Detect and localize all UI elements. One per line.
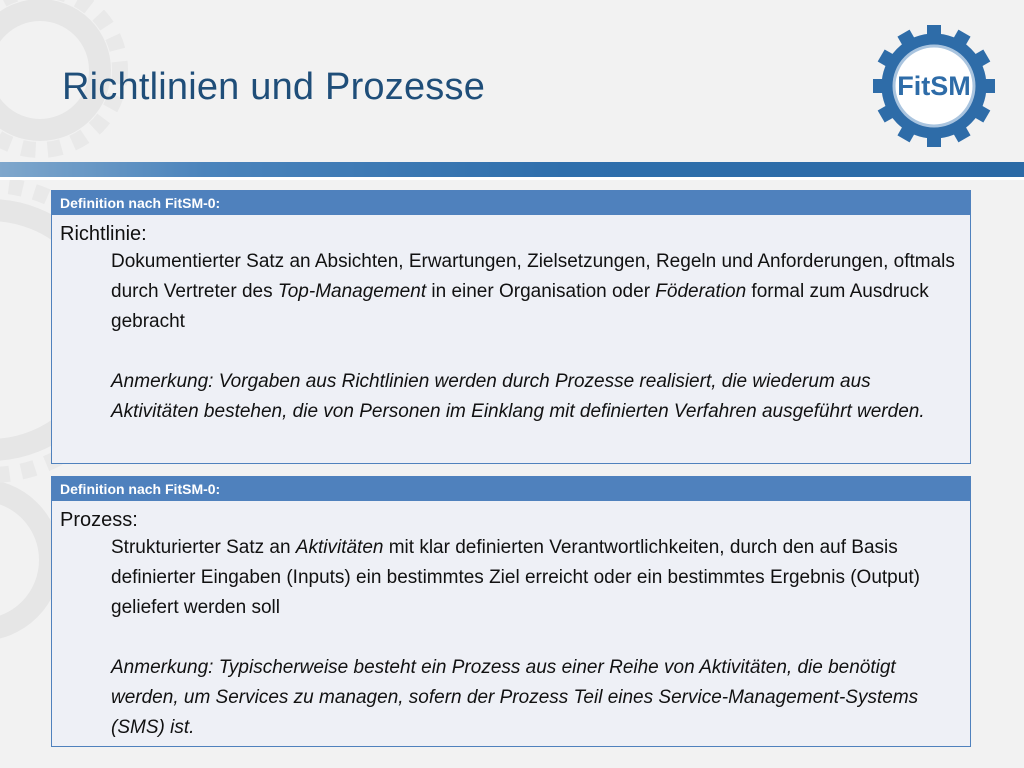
description-text: formal zum Ausdruck gebracht — [111, 281, 929, 332]
logo-text: FitSM — [897, 71, 971, 101]
definition-description — [111, 533, 958, 623]
description-text: mit klar definierten Verantwortlichkeiten, durch den auf Basis definierter Eingaben (Inputs) ein bestimmtes Ziel erreicht oder ein bestimmtes Ergebnis (Output) geliefert werden soll — [111, 537, 920, 618]
definition-note: Anmerkung: Typischerweise besteht ein Prozess aus einer Reihe von Aktivitäten, die benötigt werden, um Services zu managen, sofern der Prozess Teil eines Service-Management-Systems (SMS) ist. — [111, 657, 919, 738]
slide-title: Richtlinien und Prozesse — [62, 66, 486, 108]
definition-box-richtlinie — [51, 190, 971, 464]
fitsm-gear-logo-icon — [872, 24, 996, 148]
header-band-divider — [0, 177, 1024, 180]
description-emphasis: Föderation — [655, 281, 747, 302]
description-text: Dokumentierter Satz an Absichten, Erwartungen, Zielsetzungen, Regeln und Anforderungen, oftmals durch Vertreter des — [111, 251, 955, 302]
definition-term: Richtlinie: — [60, 223, 147, 245]
definition-header: Definition nach FitSM-0: — [52, 191, 970, 215]
header-band — [0, 162, 1024, 177]
definition-box-prozess — [51, 476, 971, 747]
description-text: Strukturierter Satz an — [111, 537, 296, 558]
definition-note: Anmerkung: Vorgaben aus Richtlinien werden durch Prozesse realisiert, die wiederum aus Aktivitäten bestehen, die von Personen im Einklang mit definierten Verfahren ausgeführt werden. — [111, 371, 925, 422]
definition-header: Definition nach FitSM-0: — [52, 477, 970, 501]
definition-term: Prozess: — [60, 509, 138, 531]
description-emphasis: Aktivitäten — [295, 537, 384, 558]
definition-description — [111, 247, 958, 337]
description-emphasis: Top-Management — [277, 281, 427, 302]
description-text: in einer Organisation oder — [426, 281, 656, 302]
